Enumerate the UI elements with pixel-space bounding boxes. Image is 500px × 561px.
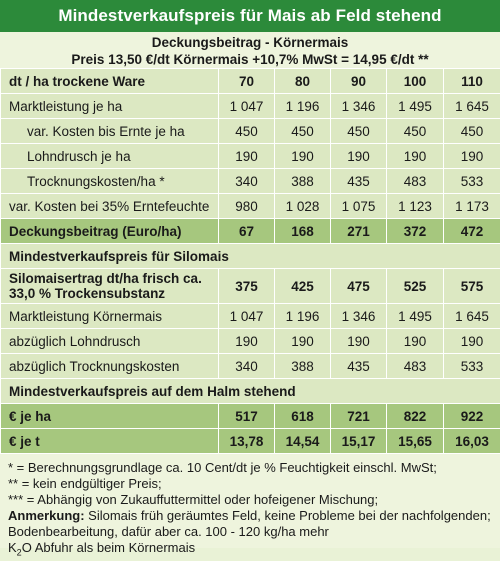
- row-label: var. Kosten bei 35% Erntefeuchte: [1, 194, 219, 219]
- table-cell: 450: [331, 119, 387, 144]
- table-cell: 435: [331, 354, 387, 379]
- k2o-rest: O Abfuhr als beim Körnermais: [22, 540, 195, 555]
- table-cell: 190: [275, 144, 331, 169]
- row-label: dt / ha trockene Ware: [1, 69, 219, 94]
- table-cell: 1 196: [275, 304, 331, 329]
- row-label: € je t: [1, 429, 219, 454]
- footnotes: [0, 454, 500, 561]
- table-cell: 100: [387, 69, 444, 94]
- table-cell: 190: [444, 329, 500, 354]
- table-cell: 1 075: [331, 194, 387, 219]
- table-cell: 922: [444, 404, 500, 429]
- footnote-2: ** = kein endgültiger Preis;: [8, 476, 492, 492]
- table-cell: 1 495: [387, 94, 444, 119]
- table-cell: 1 196: [275, 94, 331, 119]
- table-cell: 618: [275, 404, 331, 429]
- table-row: [1, 429, 500, 454]
- table-cell: 450: [275, 119, 331, 144]
- table-cell: 1 047: [219, 304, 275, 329]
- table-cell: 1 346: [331, 304, 387, 329]
- table-cell: 15,65: [387, 429, 444, 454]
- table-cell: 822: [387, 404, 444, 429]
- footnote-3: *** = Abhängig von Zukauffuttermittel oder hofeigener Mischung;: [8, 492, 492, 508]
- table-cell: 375: [219, 269, 275, 304]
- row-label: Marktleistung je ha: [1, 94, 219, 119]
- subtitle-price: Preis 13,50 €/dt Körnermais +10,7% MwSt = 14,95 €/dt **: [0, 51, 500, 68]
- table-cell: 190: [219, 144, 275, 169]
- table-row: [1, 194, 500, 219]
- table-cell: 70: [219, 69, 275, 94]
- table-cell: 190: [275, 329, 331, 354]
- table-cell: 517: [219, 404, 275, 429]
- table-cell: 1 047: [219, 94, 275, 119]
- table-cell: 1 645: [444, 94, 500, 119]
- table-cell: 721: [331, 404, 387, 429]
- table-cell: 1 645: [444, 304, 500, 329]
- section-heading: Mindestverkaufspreis für Silomais: [1, 244, 500, 269]
- table-row: [1, 219, 500, 244]
- section-silomais: [1, 244, 500, 269]
- k2o-k: K: [8, 540, 17, 555]
- table-cell: 190: [331, 144, 387, 169]
- remark-text: Silomais früh geräumtes Feld, keine Probleme bei der nachfolgenden; Bodenbearbeitung, dafür aber ca. 100 - 120 kg/ha mehr: [8, 508, 491, 539]
- row-label: abzüglich Lohndrusch: [1, 329, 219, 354]
- section-halm: [1, 379, 500, 404]
- main-table: [0, 68, 500, 454]
- table-cell: 340: [219, 169, 275, 194]
- subtitle-block: [0, 32, 500, 68]
- row-label: Deckungsbeitrag (Euro/ha): [1, 219, 219, 244]
- table-cell: 372: [387, 219, 444, 244]
- table-cell: 450: [387, 119, 444, 144]
- table-cell: 388: [275, 354, 331, 379]
- table-cell: 1 123: [387, 194, 444, 219]
- table-cell: 483: [387, 169, 444, 194]
- table-cell: 190: [219, 329, 275, 354]
- table-cell: 110: [444, 69, 500, 94]
- section-heading: Mindestverkaufspreis auf dem Halm stehend: [1, 379, 500, 404]
- table-cell: 1 028: [275, 194, 331, 219]
- table-cell: 168: [275, 219, 331, 244]
- table-cell: 80: [275, 69, 331, 94]
- table-cell: 980: [219, 194, 275, 219]
- table-cell: 1 346: [331, 94, 387, 119]
- row-label: Marktleistung Körnermais: [1, 304, 219, 329]
- table-cell: 435: [331, 169, 387, 194]
- table-cell: 388: [275, 169, 331, 194]
- remark-label: Anmerkung:: [8, 508, 85, 523]
- table-cell: 575: [444, 269, 500, 304]
- table-row: [1, 354, 500, 379]
- document-title: Mindestverkaufspreis für Mais ab Feld stehend: [0, 0, 500, 32]
- k2o-sub: 2: [17, 548, 22, 558]
- table-cell: 525: [387, 269, 444, 304]
- row-label: Silomaisertrag dt/ha frisch ca. 33,0 % Trockensubstanz: [1, 269, 219, 304]
- table-cell: 190: [387, 144, 444, 169]
- table-cell: 533: [444, 354, 500, 379]
- footnote-1: * = Berechnungsgrundlage ca. 10 Cent/dt je % Feuchtigkeit einschl. MwSt;: [8, 460, 492, 476]
- table-cell: 14,54: [275, 429, 331, 454]
- table-cell: 15,17: [331, 429, 387, 454]
- table-cell: 483: [387, 354, 444, 379]
- table-row: [1, 119, 500, 144]
- table-row: [1, 329, 500, 354]
- subtitle-deckungsbeitrag: Deckungsbeitrag - Körnermais: [0, 34, 500, 51]
- row-label: € je ha: [1, 404, 219, 429]
- table-cell: 1 173: [444, 194, 500, 219]
- row-label: Trocknungskosten/ha *: [1, 169, 219, 194]
- table-cell: 190: [387, 329, 444, 354]
- table-cell: 67: [219, 219, 275, 244]
- remark-k2o: [8, 540, 492, 561]
- row-label: var. Kosten bis Ernte je ha: [1, 119, 219, 144]
- table-cell: 90: [331, 69, 387, 94]
- table-row: [1, 144, 500, 169]
- table-row: [1, 404, 500, 429]
- row-label: Lohndrusch je ha: [1, 144, 219, 169]
- table-cell: 190: [444, 144, 500, 169]
- table-cell: 533: [444, 169, 500, 194]
- table-cell: 13,78: [219, 429, 275, 454]
- remark: [8, 508, 492, 540]
- table-cell: 1 495: [387, 304, 444, 329]
- table-cell: 475: [331, 269, 387, 304]
- table-cell: 271: [331, 219, 387, 244]
- table-cell: 450: [444, 119, 500, 144]
- table-cell: 450: [219, 119, 275, 144]
- table-cell: 472: [444, 219, 500, 244]
- row-label: abzüglich Trocknungskosten: [1, 354, 219, 379]
- table-row: [1, 94, 500, 119]
- table-row: [1, 304, 500, 329]
- table-row: [1, 69, 500, 94]
- table-row: [1, 269, 500, 304]
- table-row: [1, 169, 500, 194]
- table-cell: 340: [219, 354, 275, 379]
- table-cell: 425: [275, 269, 331, 304]
- table-cell: 16,03: [444, 429, 500, 454]
- table-cell: 190: [331, 329, 387, 354]
